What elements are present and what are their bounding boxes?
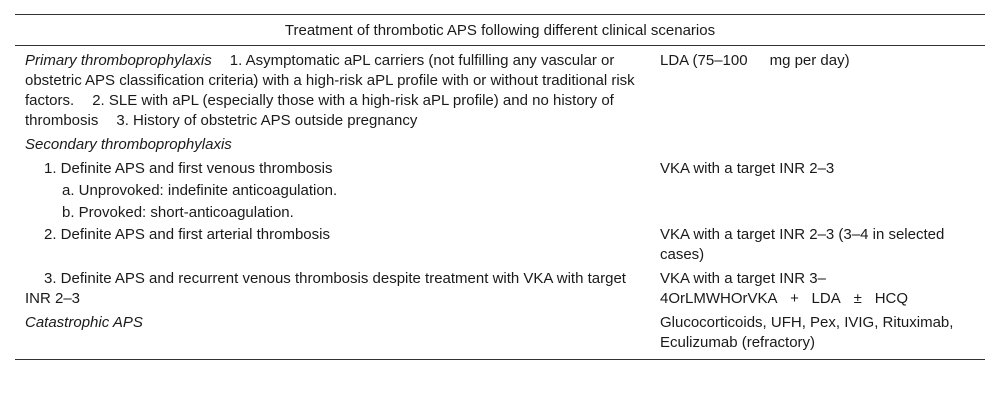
table-row: [15, 225, 985, 265]
catastrophic-heading: Catastrophic APS: [25, 314, 143, 331]
secondary-item-1a: a. Unprovoked: indefinite anticoagulation.: [62, 182, 338, 199]
primary-treatment-b: mg per day): [769, 52, 850, 69]
secondary-item-3-treatment-line1: VKA with a target INR 3–: [660, 270, 826, 287]
treatment-table: [15, 14, 985, 360]
table-row: [15, 181, 985, 201]
secondary-item-1: 1. Definite APS and first venous thrombosis: [44, 160, 333, 177]
table-row: [15, 51, 985, 131]
table-row: [15, 135, 985, 155]
primary-item-1: 1. Asymptomatic aPL carriers (not fulfilling any vascular or obstetric APS classification criteria) with a high-risk aPL profile with or without traditional risk factors.: [25, 52, 635, 109]
regimen-part-1: 4OrLMWHOrVKA: [660, 290, 778, 307]
secondary-item-3-treatment: [650, 269, 985, 309]
regimen-part-2: LDA: [811, 290, 841, 307]
secondary-heading: Secondary thromboprophylaxis: [25, 136, 232, 153]
table-title: Treatment of thrombotic APS following different clinical scenarios: [15, 14, 985, 46]
secondary-item-1-treatment: VKA with a target INR 2–3: [660, 160, 835, 177]
plus-sign: +: [790, 290, 799, 307]
table-body: [15, 46, 985, 360]
table-row: [15, 159, 985, 179]
catastrophic-treatment: Glucocorticoids, UFH, Pex, IVIG, Rituximab, Eculizumab (refractory): [660, 314, 954, 351]
primary-treatment-cell: [650, 51, 985, 131]
plus-minus-sign: ±: [853, 290, 862, 307]
secondary-item-3-treatment-line2: [660, 289, 985, 309]
table-row: [15, 269, 985, 309]
primary-item-2: 2. SLE with aPL (especially those with a high-risk aPL profile) and no history of thrombosis: [25, 92, 614, 129]
primary-heading: Primary thromboprophylaxis: [25, 52, 212, 69]
secondary-item-3: 3. Definite APS and recurrent venous thrombosis despite treatment with VKA with target INR 2–3: [25, 270, 626, 307]
primary-item-3: 3. History of obstetric APS outside pregnancy: [116, 112, 418, 129]
secondary-item-2-treatment: VKA with a target INR 2–3 (3–4 in selected cases): [660, 226, 945, 263]
primary-cell: [15, 51, 650, 131]
table-row: [15, 203, 985, 223]
secondary-item-2: 2. Definite APS and first arterial thrombosis: [44, 226, 330, 243]
secondary-item-1b: b. Provoked: short-anticoagulation.: [62, 204, 294, 221]
primary-treatment-a: LDA (75–100: [660, 52, 748, 69]
regimen-part-3: HCQ: [874, 290, 909, 307]
table-row: [15, 313, 985, 353]
